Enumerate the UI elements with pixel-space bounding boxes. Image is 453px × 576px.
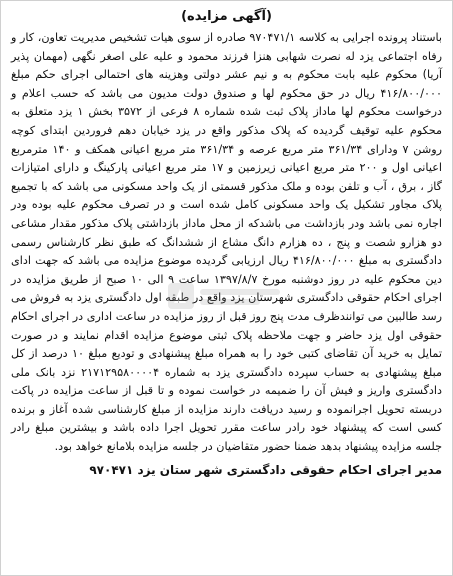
notice-body: باستناد پرونده اجرایی به کلاسه ۹۷۰۴۷۱/۱ صادره از سوی هیات تشخیص مدیریت تعاون، کار و رفاه اجتماعی یزد له نصرت شهابی هنزا فرزند محمود و علیه علی اصغر نگهی (مهمان پذیر آریا) محکوم علیه بابت محکوم به و نیم عشر دولتی وهزینه های احتمالی اجرای حکم مبلغ ۴۱۶/۸۰۰/۰۰۰ ریال در حق محکوم لها و صندوق دولت مدیون می باشد که حسب اعلام و درخواست محکوم لها ماداز پلاک ثبت شده شماره ۸ فرعی از ۳۵۷۲ بخش ۱ یزد متعلق به محکوم علیه توقیف گردیده که پلاک مذکور واقع در یزد خیابان دهم فروردین ابتدای کوچه روشن ۷ ودارای ۳۶۱/۳۴ متر مربع عرصه و ۳۶۱/۳۴ متر مربع اعیانی همکف و ۱۴۰ مترمربع اعیانی اول و ۲۰۰ متر مربع اعیانی زیرزمین و ۱۷ متر مربع اعیانی پارکینگ و دارای امتیازات گاز ، برق ، آب و تلفن بوده و ملک مذکور قسمتی از یک واحد مسکونی می باشد که با تجمیع پلاک مجاور تشکیل یک واحد مسکونی کامل شده است و در تصرف محکوم علیه بوده ودر اجاره نمی باشد ودر بازداشت می باشدکه از محل ماداز بازداشتی پلاک مذکور مقدار مشاعی دو هزارو شصت و پنج ، ده هزارم دانگ مشاع از ششدانگ که طبق نظر کارشناس رسمی دادگستری به مبلغ ۴۱۶/۸۰۰/۰۰۰ ریال ارزیابی گردیده موضوع مزایده می باشد که جهت ادای دین محکوم علیه در روز دوشنبه مورخ ۱۳۹۷/۸/۷ ساعت ۹ الی ۱۰ صبح از طریق مزایده در اجرای احکام حقوقی دادگستری شهرستان یزد واقع در طبقه اول دادگستری یزد به فروش می رسد طالبین می توانندظرف مدت پنج روز قبل از روز مزایده در ساعت اداری در اجرای احکام حقوقی اول یزد حاضر و جهت ملاحظه پلاک ثبتی موضوع مزایده اقدام نمایند و در صورت تمایل به خرید آن تقاضای کتبی خود را به همراه مبلغ پیشنهادی و تودیع مبلغ ۱۰ درصد از کل مبلغ پیشنهادی به حساب سپرده دادگستری یزد به شماره ۲۱۷۱۲۹۵۸۰۰۰۰۴ نزد بانک ملی دادگستری واریز و فیش آن را ضمیمه در خواست نموده و تا قبل از ساعت مزایده در پاکت دربسته تحویل اجرانموده و رسید دریافت دارند مزایده از مبلغ کارشناسی شده آغاز و برنده کسی است که پیشنهاد خود رادر ساعت مقرر تحویل اجرا داده باشد و بیشترین مبلغ رادر جلسه مزایده پیشنهاد بدهد ضمنا حضور متقاضیان در جلسه مزایده بلامانع خواهد بود. (11, 31, 443, 454)
notice-signature: مدیر اجرای احکام حقوقی دادگستری شهر ستان یزد ۹۷۰۴۷۱ (89, 462, 442, 477)
notice-title: (آگهی مزایده) (181, 9, 272, 24)
